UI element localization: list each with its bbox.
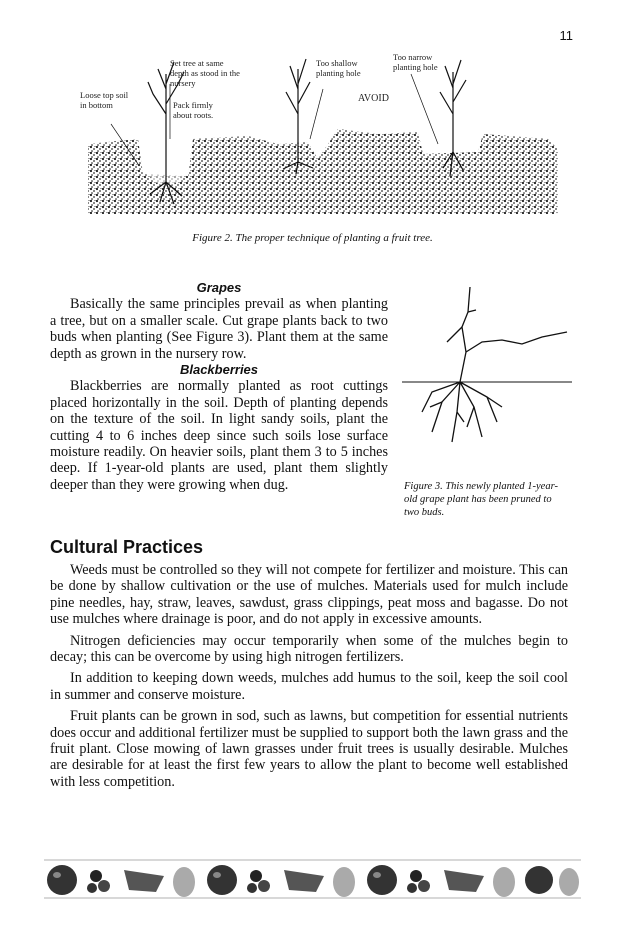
label-pack-firmly: Pack firmly about roots. — [173, 100, 214, 120]
strawberry-icon — [284, 870, 324, 892]
apple-icon — [47, 865, 77, 895]
apple-icon — [207, 865, 237, 895]
pear-icon — [173, 867, 195, 897]
cultural-practices-body — [50, 562, 568, 795]
label-avoid: AVOID — [358, 93, 389, 104]
label-too-shallow: Too shallow planting hole — [316, 58, 361, 78]
figure-2-caption: Figure 2. The proper technique of planting a fruit tree. — [192, 232, 433, 244]
figure-3-caption: Figure 3. This newly planted 1-year-old grape plant has been pruned to two buds. — [404, 481, 558, 518]
apple-icon — [525, 866, 553, 894]
left-column — [50, 280, 388, 493]
grapes-heading: Grapes — [196, 280, 242, 295]
fruit-border — [44, 858, 581, 900]
grapes-paragraph: Basically the same principles prevail as when planting a tree, but on a smaller scale. Cut grape plants back to two buds when planting (See Figure 3). Plant them at the same depth as grown in the nursery row. — [50, 296, 388, 362]
blackberries-paragraph: Blackberries are normally planted as root cuttings placed horizontally in the soil. Depth of planting depends on the texture of the soil. In light sandy soils, plant the cutting 4 to 6 inches deep since such soils lose surface moisture readily. On heavier soils, plant them 3 to 5 inches deep. If 1-year-old plants are used, plant them slightly deeper than they were growing when dug. — [50, 378, 388, 493]
figure-2-planting-illustration — [78, 44, 568, 224]
pear-icon — [559, 868, 579, 896]
label-too-narrow: Too narrow planting hole — [393, 52, 438, 72]
paragraph: Weeds must be controlled so they will not compete for fertilizer and moisture. This can be done by shallow cultivation or the use of mulches. Materials used for mulch include pine needles, hay, straw, leaves, sawdust, grass clippings, peat moss and bagasse. Do not use mulches where drainage is poor, and do not apply in excessive amounts. — [50, 562, 568, 628]
strawberry-icon — [124, 870, 164, 892]
paragraph: In addition to keeping down weeds, mulches add humus to the soil, keep the soil cool in summer and conserve moisture. — [50, 670, 568, 703]
cultural-practices-heading: Cultural Practices — [50, 537, 204, 557]
cherries-icon — [87, 870, 110, 893]
strawberry-icon — [444, 870, 484, 892]
paragraph: Nitrogen deficiencies may occur temporarily when some of the mulches begin to decay; this can be overcome by using high nitrogen fertilizers. — [50, 632, 568, 666]
cherries-icon — [407, 870, 430, 893]
paragraph: Fruit plants can be grown in sod, such as lawns, but competition for essential nutrients does occur and additional fertilizer must be supplied to support both the lawn grass and the fruit plant. Close mowing of lawn grasses under fruit trees is usually desirable. Mulches are desirable for at least the first few years to allow the plant to become well established with less competition. — [50, 708, 568, 790]
blackberries-heading: Blackberries — [179, 362, 259, 378]
pear-icon — [493, 867, 515, 897]
page-number: 11 — [559, 28, 573, 43]
apple-icon — [367, 865, 397, 895]
pear-icon — [333, 867, 355, 897]
cherries-icon — [247, 870, 270, 893]
label-loose-topsoil: Loose top soil in bottom — [80, 90, 129, 110]
label-set-tree: Set tree at same depth as stood in the nursery — [170, 58, 240, 88]
figure-3-grape-plant-illustration — [402, 282, 582, 472]
